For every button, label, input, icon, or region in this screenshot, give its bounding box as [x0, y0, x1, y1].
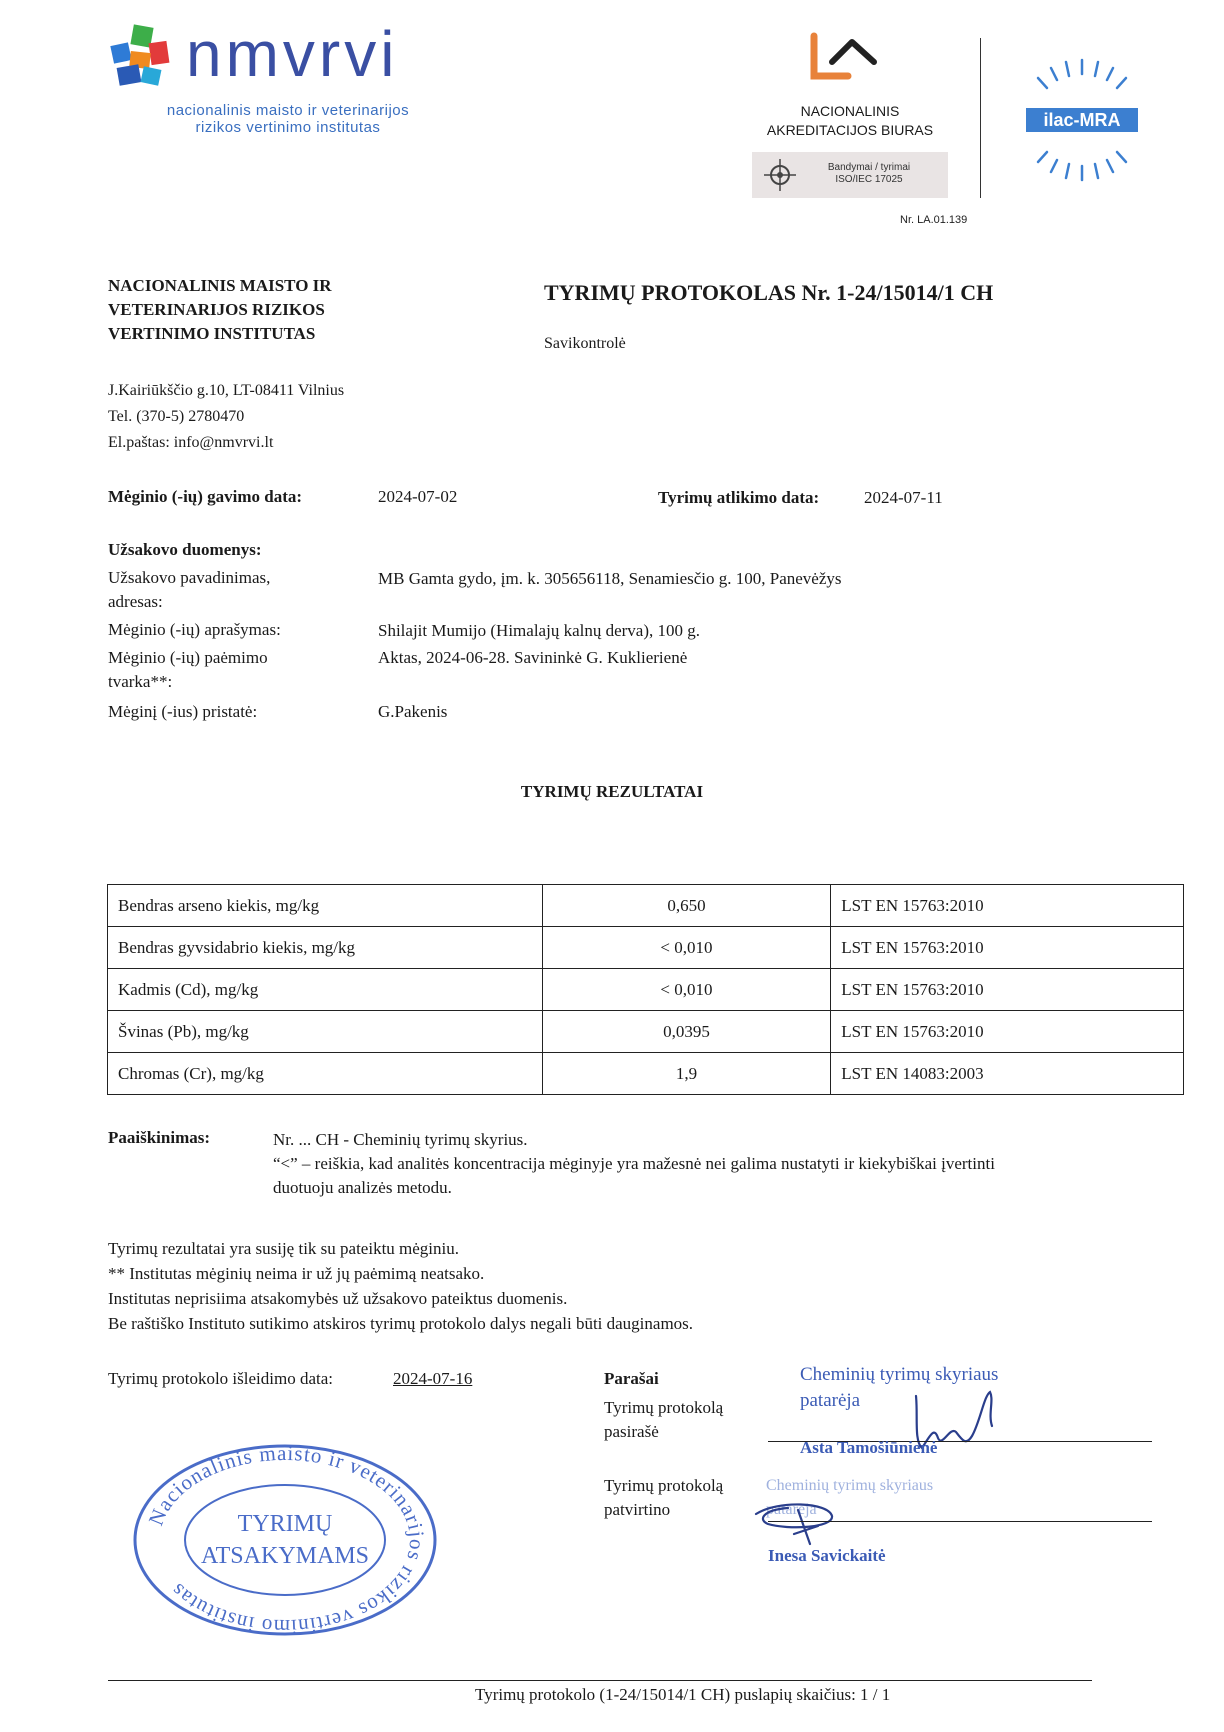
footer-rule [108, 1680, 1092, 1681]
parameter-cell: Bendras gyvsidabrio kiekis, mg/kg [108, 927, 543, 969]
signer-title: Cheminių tyrimų skyriaus patarėja [800, 1364, 999, 1411]
method-cell: LST EN 15763:2010 [831, 885, 1184, 927]
parameter-cell: Kadmis (Cd), mg/kg [108, 969, 543, 1011]
value-cell: 0,0395 [542, 1011, 831, 1053]
received-date-value: 2024-07-02 [378, 487, 458, 506]
tested-date-value: 2024-07-11 [864, 488, 943, 507]
method-cell: LST EN 15763:2010 [831, 927, 1184, 969]
tested-date-label: Tyrimų atlikimo data: [658, 488, 820, 507]
institute-stamp [130, 1440, 440, 1640]
sample-description-value: Shilajit Mumijo (Himalajų kalnų derva), 100 g. [378, 621, 701, 640]
method-cell: LST EN 15763:2010 [831, 1011, 1184, 1053]
stamp-ring-text: Nacionalinis maisto ir veterinarijos rizikos vertinimo institutas [143, 1440, 430, 1640]
explanation-text: Nr. ... CH - Cheminių tyrimų skyrius. “<” – reiškia, kad analitės koncentracija mėginyje yra mažesnė nei galima nustatyti ir kiekybiškai įvertinti duotuoju analizės metodu. [273, 1130, 995, 1197]
nab-accreditation-logo [740, 32, 968, 232]
issue-date-value: 2024-07-16 [393, 1369, 473, 1388]
received-date-label: Mėginio (-ių) gavimo data: [108, 487, 303, 506]
value-cell: < 0,010 [542, 927, 831, 969]
institute-name: NACIONALINIS MAISTO IR VETERINARIJOS RIZIKOS VERTINIMO INSTITUTAS [108, 276, 332, 343]
nab-badge-text: Bandymai / tyrimai ISO/IEC 17025 [827, 162, 911, 185]
delivered-by-label: Mėginį (-ius) pristatė: [108, 702, 258, 721]
sampling-procedure-value: Aktas, 2024-06-28. Savininkė G. Kuklierienė [378, 648, 688, 667]
target-icon [762, 157, 798, 193]
nab-logo-icon [808, 32, 882, 82]
value-cell: 0,650 [542, 885, 831, 927]
approved-label: Tyrimų protokolą patvirtino [604, 1476, 724, 1519]
issue-date-label: Tyrimų protokolo išleidimo data: [108, 1369, 333, 1388]
disclaimer-line: Institutas neprisiima atsakomybės už užsakovo pateiktus duomenis. [108, 1289, 568, 1308]
value-cell: 1,9 [542, 1053, 831, 1095]
ilac-mra-text: ilac-MRA [1043, 110, 1121, 130]
protocol-title: TYRIMŲ PROTOKOLAS Nr. 1-24/15014/1 CH [544, 280, 994, 305]
nmvrvi-logo [108, 18, 468, 142]
delivered-by-value: G.Pakenis [378, 702, 448, 721]
institute-phone: Tel. (370-5) 2780470 [108, 408, 245, 425]
customer-name-label: Užsakovo pavadinimas, adresas: [108, 568, 271, 611]
nab-registration-number: Nr. LA.01.139 [900, 214, 968, 226]
nmvrvi-subtitle: nacionalinis maisto ir veterinarijos rizikos vertinimo institutas [166, 102, 410, 136]
ilac-mra-logo [1018, 56, 1146, 184]
value-cell: < 0,010 [542, 969, 831, 1011]
nab-iso-badge [752, 152, 948, 198]
signature-2-icon [748, 1494, 858, 1554]
disclaimer-line: ** Institutas mėginių neima ir už jų paėmimą neatsako. [108, 1264, 485, 1283]
approver-name: Inesa Savickaitė [768, 1546, 886, 1565]
institute-address: J.Kairiūkščio g.10, LT-08411 Vilnius [108, 382, 345, 399]
approver-title: Cheminių tyrimų skyriaus patarėja [766, 1477, 934, 1518]
table-row [108, 1053, 1184, 1095]
explanation-label: Paaiškinimas: [108, 1128, 211, 1147]
footer-page-count: Tyrimų protokolo (1-24/15014/1 CH) puslapių skaičius: 1 / 1 [475, 1685, 891, 1704]
results-table [107, 884, 1184, 1095]
signer-name: Asta Tamošiūnienė [800, 1438, 938, 1457]
nab-name: NACIONALINIS AKREDITACIJOS BIURAS [766, 103, 934, 138]
stamp-center-text: TYRIMŲ ATSAKYMAMS [200, 1511, 370, 1569]
sampling-procedure-label: Mėginio (-ių) paėmimo tvarka**: [108, 648, 268, 691]
disclaimer-line: Be raštiško Instituto sutikimo atskiros tyrimų protokolo dalys negali būti dauginamos. [108, 1314, 694, 1333]
method-cell: LST EN 14083:2003 [831, 1053, 1184, 1095]
signed-label: Tyrimų protokolą pasirašė [604, 1398, 724, 1441]
table-row [108, 927, 1184, 969]
protocol-subtitle: Savikontrolė [544, 335, 626, 352]
method-cell: LST EN 15763:2010 [831, 969, 1184, 1011]
nmvrvi-logo-mark-icon [110, 22, 176, 88]
signatures-heading: Parašai [604, 1369, 659, 1388]
parameter-cell: Švinas (Pb), mg/kg [108, 1011, 543, 1053]
customer-name-value: MB Gamta gydo, įm. k. 305656118, Senamiesčio g. 100, Panevėžys [378, 569, 842, 588]
header-divider [980, 38, 981, 198]
parameter-cell: Chromas (Cr), mg/kg [108, 1053, 543, 1095]
institute-email: El.paštas: info@nmvrvi.lt [108, 434, 274, 451]
disclaimers [108, 1236, 1108, 1336]
nmvrvi-wordmark: nmvrvi [186, 18, 399, 90]
table-row [108, 969, 1184, 1011]
disclaimer-line: Tyrimų rezultatai yra susiję tik su pateiktu mėginiu. [108, 1239, 460, 1258]
table-row [108, 885, 1184, 927]
parameter-cell: Bendras arseno kiekis, mg/kg [108, 885, 543, 927]
customer-heading: Užsakovo duomenys: [108, 540, 262, 559]
sample-description-label: Mėginio (-ių) aprašymas: [108, 620, 281, 639]
table-row [108, 1011, 1184, 1053]
signature-line-2 [768, 1521, 1152, 1522]
results-heading: TYRIMŲ REZULTATAI [520, 782, 704, 801]
institute-contacts [108, 378, 508, 456]
